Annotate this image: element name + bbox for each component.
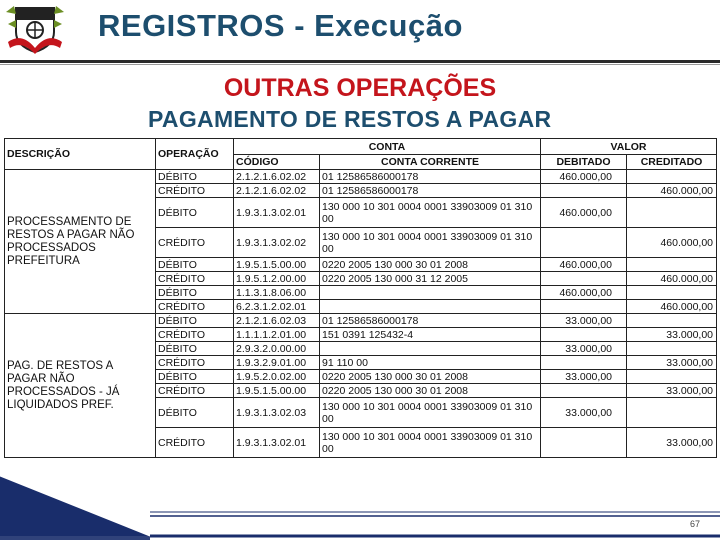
state-coat-of-arms-icon — [4, 2, 66, 56]
description-cell: PROCESSAMENTO DE RESTOS A PAGAR NÃO PROCESSADOS PREFEITURA — [5, 170, 156, 314]
current-account-cell: 91 110 00 — [320, 356, 541, 370]
col-operacao: OPERAÇÃO — [156, 139, 234, 170]
operation-cell: CRÉDITO — [156, 428, 234, 458]
table-body — [5, 170, 717, 458]
account-code-cell: 1.9.3.2.9.01.00 — [234, 356, 320, 370]
current-account-cell: 01 12586586000178 — [320, 314, 541, 328]
header-row-1 — [5, 139, 717, 155]
debit-value-cell — [541, 384, 627, 398]
debit-value-cell: 460.000,00 — [541, 258, 627, 272]
account-code-cell: 1.9.5.1.2.00.00 — [234, 272, 320, 286]
operation-cell: CRÉDITO — [156, 356, 234, 370]
account-code-cell: 1.9.5.2.0.02.00 — [234, 370, 320, 384]
credit-value-cell: 33.000,00 — [627, 428, 717, 458]
account-code-cell: 1.1.3.1.8.06.00 — [234, 286, 320, 300]
current-account-cell: 01 12586586000178 — [320, 184, 541, 198]
debit-value-cell: 33.000,00 — [541, 314, 627, 328]
current-account-cell: 01 12586586000178 — [320, 170, 541, 184]
debit-value-cell — [541, 272, 627, 286]
account-code-cell: 2.1.2.1.6.02.02 — [234, 170, 320, 184]
section-title: OUTRAS OPERAÇÕES — [223, 74, 497, 102]
page-title: REGISTROS - Execução — [98, 8, 463, 43]
credit-value-cell: 33.000,00 — [627, 328, 717, 342]
credit-value-cell — [627, 198, 717, 228]
current-account-cell: 151 0391 125432-4 — [320, 328, 541, 342]
slide-header — [0, 0, 720, 62]
account-code-cell: 1.9.3.1.3.02.03 — [234, 398, 320, 428]
debit-value-cell — [541, 428, 627, 458]
col-valor: VALOR — [541, 139, 717, 155]
operation-cell: DÉBITO — [156, 342, 234, 356]
account-code-cell: 6.2.3.1.2.02.01 — [234, 300, 320, 314]
account-code-cell: 1.1.1.1.2.01.00 — [234, 328, 320, 342]
current-account-cell: 0220 2005 130 000 31 12 2005 — [320, 272, 541, 286]
account-code-cell: 1.9.3.1.3.02.01 — [234, 198, 320, 228]
footer-band — [0, 476, 720, 540]
col-conta: CONTA — [234, 139, 541, 155]
page-number: 67 — [690, 519, 701, 529]
credit-value-cell: 460.000,00 — [627, 228, 717, 258]
operation-cell: DÉBITO — [156, 258, 234, 272]
description-cell: PAG. DE RESTOS A PAGAR NÃO PROCESSADOS - JÁ LIQUIDADOS PREF. — [5, 314, 156, 458]
operation-cell: DÉBITO — [156, 170, 234, 184]
credit-value-cell — [627, 342, 717, 356]
debit-value-cell — [541, 300, 627, 314]
debit-value-cell: 460.000,00 — [541, 198, 627, 228]
operation-cell: CRÉDITO — [156, 328, 234, 342]
accounting-table — [4, 138, 716, 475]
credit-value-cell — [627, 314, 717, 328]
col-conta-corrente: CONTA CORRENTE — [320, 155, 541, 170]
operation-cell: DÉBITO — [156, 286, 234, 300]
current-account-cell — [320, 342, 541, 356]
account-code-cell: 2.1.2.1.6.02.02 — [234, 184, 320, 198]
account-code-cell: 1.9.3.1.3.02.01 — [234, 428, 320, 458]
col-creditado: CREDITADO — [627, 155, 717, 170]
operation-cell: CRÉDITO — [156, 228, 234, 258]
operation-cell: CRÉDITO — [156, 300, 234, 314]
current-account-cell: 130 000 10 301 0004 0001 33903009 01 310 00 — [320, 198, 541, 228]
section-subtitle: PAGAMENTO DE RESTOS A PAGAR — [148, 106, 552, 132]
header-divider — [0, 60, 720, 63]
debit-value-cell — [541, 228, 627, 258]
credit-value-cell: 460.000,00 — [627, 272, 717, 286]
account-code-cell: 1.9.5.1.5.00.00 — [234, 384, 320, 398]
col-debitado: DEBITADO — [541, 155, 627, 170]
debit-value-cell — [541, 184, 627, 198]
credit-value-cell: 33.000,00 — [627, 384, 717, 398]
credit-value-cell: 33.000,00 — [627, 356, 717, 370]
col-codigo: CÓDIGO — [234, 155, 320, 170]
account-code-cell: 2.1.2.1.6.02.03 — [234, 314, 320, 328]
account-code-cell: 2.9.3.2.0.00.00 — [234, 342, 320, 356]
operation-cell: DÉBITO — [156, 370, 234, 384]
operation-cell: CRÉDITO — [156, 384, 234, 398]
current-account-cell: 130 000 10 301 0004 0001 33903009 01 310 00 — [320, 228, 541, 258]
debit-value-cell: 33.000,00 — [541, 342, 627, 356]
current-account-cell: 0220 2005 130 000 30 01 2008 — [320, 258, 541, 272]
operation-cell: CRÉDITO — [156, 184, 234, 198]
current-account-cell: 0220 2005 130 000 30 01 2008 — [320, 384, 541, 398]
credit-value-cell — [627, 286, 717, 300]
credit-value-cell — [627, 398, 717, 428]
account-code-cell: 1.9.3.1.3.02.02 — [234, 228, 320, 258]
entries-table — [4, 138, 717, 458]
operation-cell: DÉBITO — [156, 198, 234, 228]
current-account-cell — [320, 286, 541, 300]
debit-value-cell: 33.000,00 — [541, 370, 627, 384]
debit-value-cell: 460.000,00 — [541, 170, 627, 184]
debit-value-cell: 33.000,00 — [541, 398, 627, 428]
current-account-cell: 130 000 10 301 0004 0001 33903009 01 310 00 — [320, 398, 541, 428]
current-account-cell: 0220 2005 130 000 30 01 2008 — [320, 370, 541, 384]
debit-value-cell — [541, 356, 627, 370]
credit-value-cell: 460.000,00 — [627, 300, 717, 314]
col-descricao: DESCRIÇÃO — [5, 139, 156, 170]
table-row — [5, 170, 717, 184]
footer-decoration-icon — [0, 476, 720, 540]
current-account-cell: 130 000 10 301 0004 0001 33903009 01 310 00 — [320, 428, 541, 458]
operation-cell: CRÉDITO — [156, 272, 234, 286]
operation-cell: DÉBITO — [156, 314, 234, 328]
header-divider-thin — [0, 64, 720, 65]
operation-cell: DÉBITO — [156, 398, 234, 428]
debit-value-cell — [541, 328, 627, 342]
credit-value-cell — [627, 258, 717, 272]
credit-value-cell — [627, 370, 717, 384]
current-account-cell — [320, 300, 541, 314]
credit-value-cell — [627, 170, 717, 184]
credit-value-cell: 460.000,00 — [627, 184, 717, 198]
debit-value-cell: 460.000,00 — [541, 286, 627, 300]
table-row — [5, 314, 717, 328]
account-code-cell: 1.9.5.1.5.00.00 — [234, 258, 320, 272]
